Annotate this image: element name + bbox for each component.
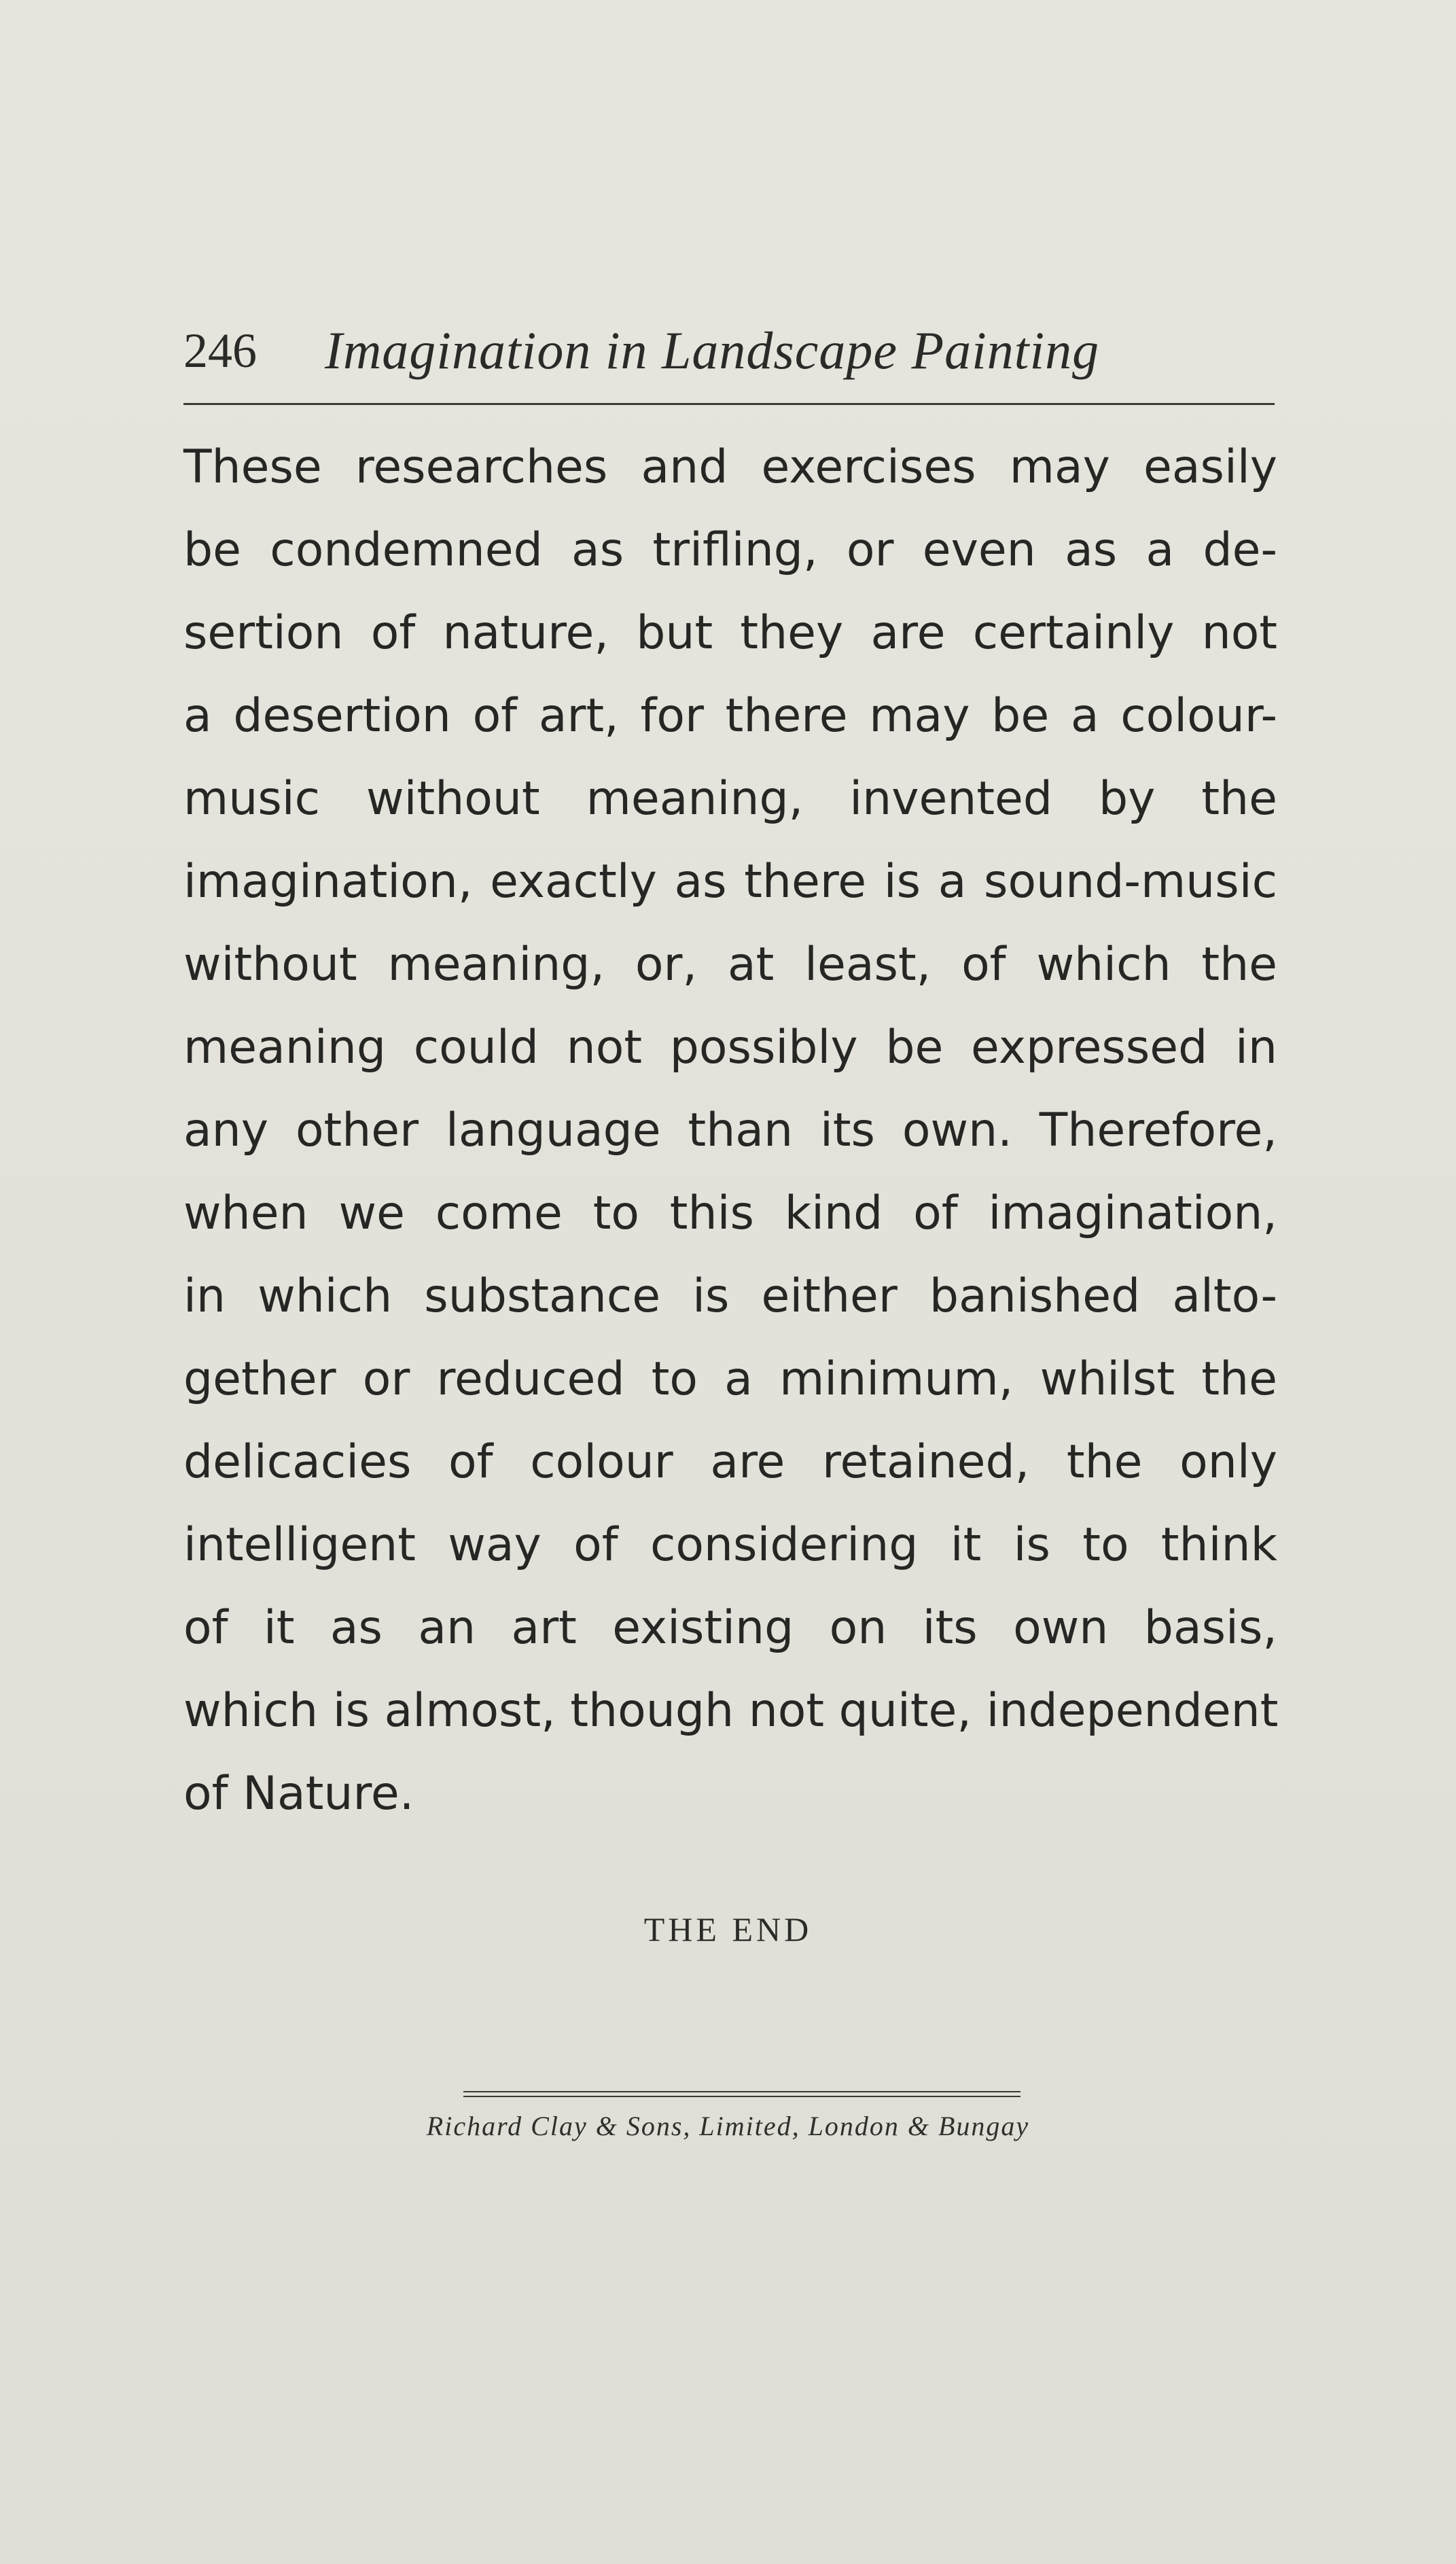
body-line: a desertion of art, for there may be a colour- bbox=[183, 689, 1277, 743]
body-text bbox=[183, 426, 1277, 1836]
body-line: in which substance is either banished alto- bbox=[183, 1269, 1277, 1323]
body-line: be condemned as trifling, or even as a de- bbox=[183, 523, 1277, 577]
body-line: intelligent way of considering it is to think bbox=[183, 1518, 1277, 1572]
body-line: These researches and exercises may easily bbox=[183, 440, 1277, 494]
body-line: of it as an art existing on its own basis, bbox=[183, 1601, 1277, 1655]
body-line: without meaning, or, at least, of which the bbox=[183, 938, 1277, 991]
body-line: meaning could not possibly be expressed in bbox=[183, 1021, 1277, 1074]
header-rule bbox=[183, 403, 1275, 405]
imprint-rule bbox=[463, 2091, 1020, 2092]
running-title: Imagination in Landscape Painting bbox=[325, 321, 1100, 380]
body-line: imagination, exactly as there is a sound-music bbox=[183, 855, 1277, 909]
the-end-label: THE END bbox=[643, 1910, 813, 1948]
imprint-rule bbox=[463, 2096, 1020, 2097]
body-line: sertion of nature, but they are certainly not bbox=[183, 606, 1277, 660]
body-line: which is almost, though not quite, independent bbox=[183, 1684, 1279, 1738]
body-line: gether or reduced to a minimum, whilst the bbox=[183, 1352, 1277, 1406]
printer-imprint: Richard Clay & Sons, Limited, London & Bungay bbox=[426, 2111, 1030, 2141]
body-line: music without meaning, invented by the bbox=[183, 772, 1277, 826]
body-line: when we come to this kind of imagination, bbox=[183, 1187, 1277, 1240]
page-number: 246 bbox=[183, 323, 257, 378]
body-line: of Nature. bbox=[183, 1767, 414, 1821]
body-line: delicacies of colour are retained, the only bbox=[183, 1435, 1277, 1489]
page-header bbox=[183, 318, 1274, 393]
body-line: any other language than its own. Therefore, bbox=[183, 1104, 1277, 1157]
